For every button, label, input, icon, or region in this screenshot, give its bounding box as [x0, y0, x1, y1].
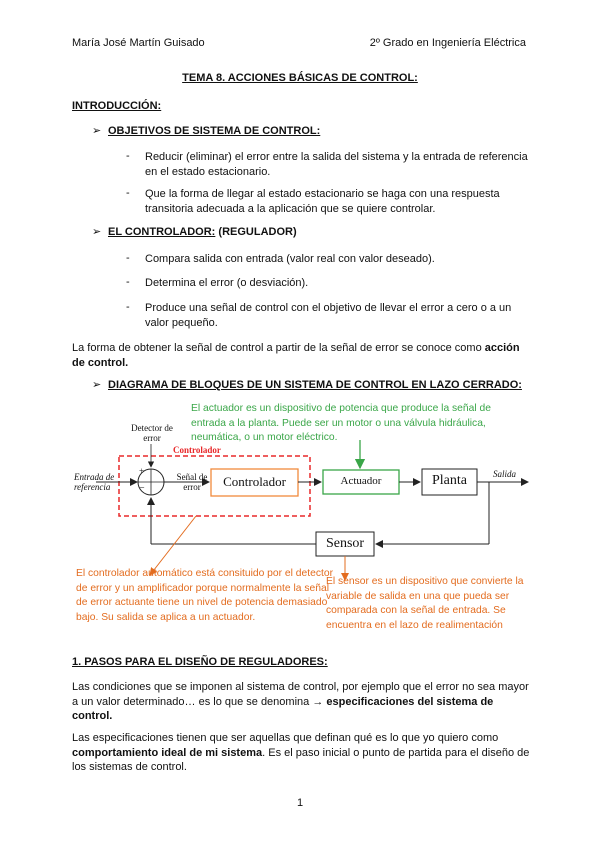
controller-note: El controlador automático está consituido por el detector de error y un amplificador porque normalmente la señal de error actuante tiene un nivel de potencia demasiado bajo. Su salida se aplica a un actuador. — [76, 568, 333, 623]
actuator-block-label: Actuador — [340, 475, 382, 487]
objectives-heading: OBJETIVOS DE SISTEMA DE CONTROL: — [108, 125, 321, 137]
arrow-bullet-icon: ➢ — [92, 379, 102, 391]
controller-heading: EL CONTROLADOR: (REGULADOR) — [108, 226, 297, 238]
plus-sign: + — [139, 466, 145, 476]
output-label: Salida — [493, 469, 517, 479]
section1-paragraph-2: Las especificaciones tienen que ser aquellas que definan qué es lo que yo quiero como comportamiento ideal de mi sistema. Es el paso inicial o punto de partida para el diseño de los sistemas de control. — [72, 732, 530, 773]
page-number: 1 — [296, 797, 304, 809]
signal-label: Señal de error — [176, 472, 208, 492]
controller-group-label: Controlador — [173, 445, 221, 455]
plant-block-label: Planta — [432, 473, 467, 488]
detector-label: Detector de error — [131, 423, 173, 443]
controller-item: Produce una señal de control con el objetivo de llevar el error a cero o a un valor pequeño. — [145, 302, 512, 329]
control-action-paragraph: La forma de obtener la señal de control a partir de la señal de error se conoce como acción de control. — [72, 342, 520, 369]
objective-item: Que la forma de llegar al estado estacionario se haga con una respuesta transitoria adecuada a la aplicación que se quiere controlar. — [145, 188, 500, 215]
diagram-heading: DIAGRAMA DE BLOQUES DE UN SISTEMA DE CONTROL EN LAZO CERRADO: — [108, 379, 522, 391]
dash-bullet: - — [126, 301, 130, 313]
dash-bullet: - — [126, 150, 130, 162]
input-label: Entrada de referencia — [74, 472, 115, 492]
arrow-bullet-icon: ➢ — [92, 226, 102, 238]
header-course: 2º Grado en Ingeniería Eléctrica — [369, 37, 526, 49]
controller-item: Determina el error (o desviación). — [145, 277, 309, 289]
sensor-note: El sensor es un dispositivo que convierte la variable de salida en una que pueda ser comparada con la señal de entrada. Se encuentra en el lazo de realimentación — [326, 576, 524, 631]
actuator-note: El actuador es un dispositivo de potencia que produce la señal de entrada a la planta. Puede ser un motor o una válvula hidráulica, neumática, o un motor eléctrico. — [191, 403, 491, 443]
dash-bullet: - — [126, 187, 130, 199]
section1-paragraph-1: Las condiciones que se imponen al sistema de control, por ejemplo que el error no sea mayor a un valor determinado… es lo que se denomina → especificaciones del sistema de control. — [72, 681, 529, 722]
intro-heading: INTRODUCCIÓN: — [72, 100, 162, 112]
section1-heading: 1. PASOS PARA EL DISEÑO DE REGULADORES: — [72, 656, 328, 668]
controller-block-label: Controlador — [223, 474, 286, 489]
sensor-block-label: Sensor — [325, 536, 365, 551]
arrow-bullet-icon: ➢ — [92, 125, 102, 137]
objective-item: Reducir (eliminar) el error entre la salida del sistema y la entrada de referencia en el estado estacionario. — [145, 151, 528, 178]
header-author: María José Martín Guisado — [72, 37, 205, 49]
controller-item: Compara salida con entrada (valor real con valor deseado). — [145, 253, 435, 265]
page-title: TEMA 8. ACCIONES BÁSICAS DE CONTROL: — [182, 72, 418, 84]
minus-sign: − — [139, 483, 145, 494]
dash-bullet: - — [126, 252, 130, 264]
dash-bullet: - — [126, 276, 130, 288]
